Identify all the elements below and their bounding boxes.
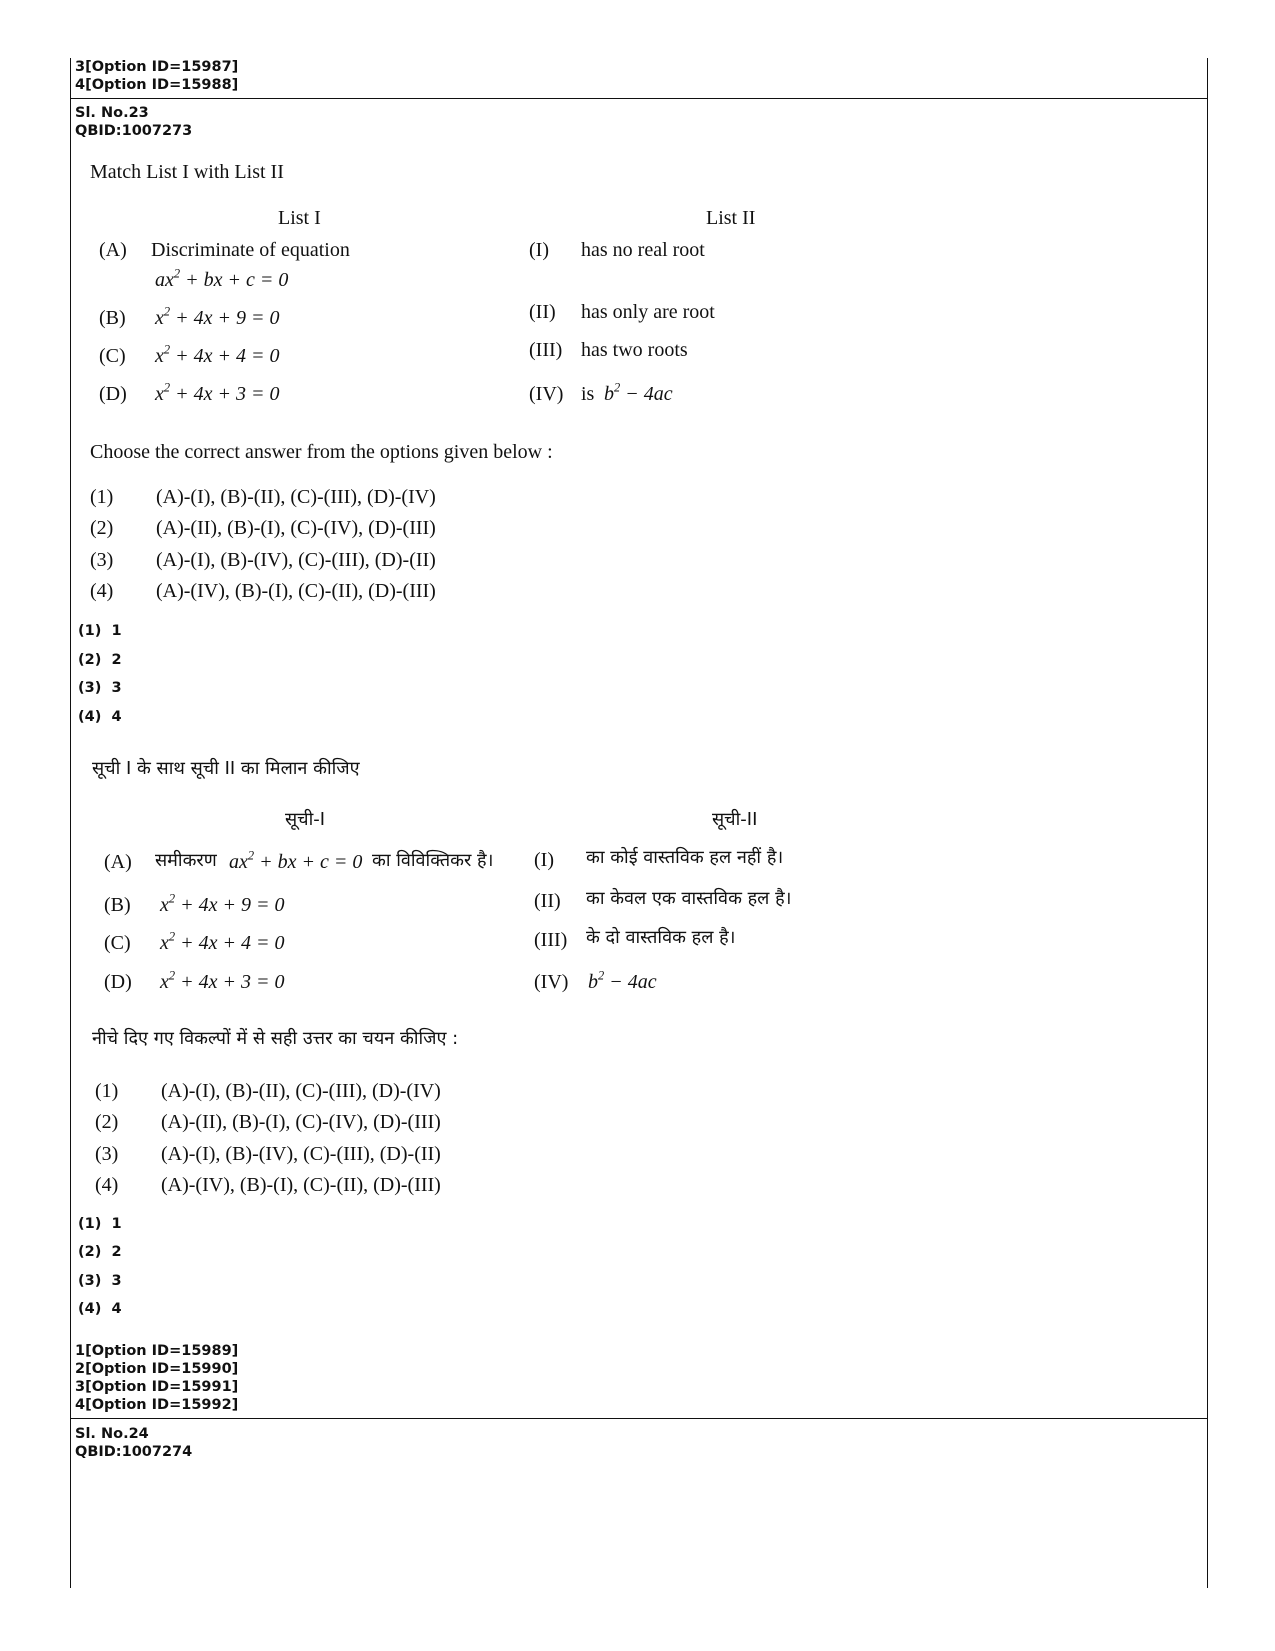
list1-label: (D) <box>104 971 132 993</box>
list2-text-hindi: का कोई वास्तविक हल नहीं है। <box>586 847 784 868</box>
list2-equation: $b^2 - 4ac$ <box>588 968 657 993</box>
option-text: (A)-(I), (B)-(IV), (C)-(III), (D)-(II) <box>156 549 436 571</box>
list2-label: (III) <box>534 929 568 951</box>
option-number: (4) <box>90 580 114 602</box>
list1-label: (C) <box>104 932 131 954</box>
list2-label: (I) <box>534 849 554 871</box>
list1-equation: $ax^2$ + bx + c = 0 <box>229 848 363 873</box>
option-text: (A)-(I), (B)-(II), (C)-(III), (D)-(IV) <box>156 486 436 508</box>
option-text: (A)-(I), (B)-(II), (C)-(III), (D)-(IV) <box>161 1080 441 1102</box>
list1-text-hindi: समीकरण <box>155 850 217 871</box>
list1-equation: $x^2 + 4x + 3 = 0$ <box>155 380 280 405</box>
option-text: (A)-(IV), (B)-(I), (C)-(II), (D)-(III) <box>161 1174 441 1196</box>
answer-choice[interactable]: (1) 1 <box>78 1216 122 1232</box>
list1-equation: $x^2 + 4x + 3 = 0$ <box>160 968 285 993</box>
option-id-line: 3[Option ID=15987] <box>75 59 239 75</box>
list1-equation: $x^2 + 4x + 9 = 0$ <box>160 891 285 916</box>
list1-label: (A) <box>104 851 132 873</box>
divider <box>70 1418 1207 1419</box>
option-id-line: 3[Option ID=15991] <box>75 1379 239 1395</box>
list1-label: (A) <box>99 239 127 261</box>
option-text: (A)-(I), (B)-(IV), (C)-(III), (D)-(II) <box>161 1143 441 1165</box>
question-bank-id: QBID:1007274 <box>75 1444 193 1460</box>
option-number: (3) <box>95 1143 119 1165</box>
list2-header: List II <box>706 207 756 229</box>
list1-header-hindi: सूची-I <box>285 809 326 830</box>
answer-choice[interactable]: (2) 2 <box>78 652 122 668</box>
list1-label: (C) <box>99 345 126 367</box>
option-id-line: 2[Option ID=15990] <box>75 1361 239 1377</box>
list2-text: has only are root <box>581 301 715 323</box>
answer-choice[interactable]: (4) 4 <box>78 709 122 725</box>
answer-choice[interactable]: (3) 3 <box>78 680 122 696</box>
list1-text-hindi: का विविक्तिकर है। <box>372 850 494 871</box>
list1-equation: $x^2 + 4x + 4 = 0$ <box>155 342 280 367</box>
list2-text: has no real root <box>581 239 705 261</box>
list2-label: (II) <box>529 301 556 323</box>
serial-number: Sl. No.23 <box>75 105 149 121</box>
answer-choice[interactable]: (3) 3 <box>78 1273 122 1289</box>
option-number: (2) <box>95 1111 119 1133</box>
option-id-line: 4[Option ID=15988] <box>75 77 239 93</box>
serial-number: Sl. No.24 <box>75 1426 149 1442</box>
option-number: (2) <box>90 517 114 539</box>
list2-equation: $b^2 - 4ac$ <box>604 380 673 405</box>
list1-equation: $x^2 + 4x + 4 = 0$ <box>160 929 285 954</box>
list2-label: (II) <box>534 890 561 912</box>
list2-label: (IV) <box>534 971 569 993</box>
option-id-line: 1[Option ID=15989] <box>75 1343 239 1359</box>
list1-label: (D) <box>99 383 127 405</box>
divider <box>70 98 1207 99</box>
choose-instruction-hindi: नीचे दिए गए विकल्पों में से सही उत्तर का चयन कीजिए : <box>92 1028 459 1049</box>
answer-choice[interactable]: (4) 4 <box>78 1301 122 1317</box>
option-number: (1) <box>95 1080 119 1102</box>
list1-header: List I <box>278 207 321 229</box>
list1-text: Discriminate of equation <box>151 239 350 261</box>
option-number: (4) <box>95 1174 119 1196</box>
option-text: (A)-(II), (B)-(I), (C)-(IV), (D)-(III) <box>161 1111 441 1133</box>
option-number: (1) <box>90 486 114 508</box>
list2-label: (IV) <box>529 383 564 405</box>
question-prompt: Match List I with List II <box>90 161 284 183</box>
list1-equation: $x^2 + 4x + 9 = 0$ <box>155 304 280 329</box>
answer-choice[interactable]: (2) 2 <box>78 1244 122 1260</box>
list1-label: (B) <box>104 894 131 916</box>
choose-instruction: Choose the correct answer from the options given below : <box>90 441 553 463</box>
option-text: (A)-(II), (B)-(I), (C)-(IV), (D)-(III) <box>156 517 436 539</box>
list2-header-hindi: सूची-II <box>712 809 758 830</box>
list1-equation: $ax^2$ + bx + c = 0 <box>155 266 289 291</box>
list2-text: has two roots <box>581 339 688 361</box>
list2-text: is <box>581 383 595 405</box>
list2-label: (I) <box>529 239 549 261</box>
option-id-line: 4[Option ID=15992] <box>75 1397 239 1413</box>
option-number: (3) <box>90 549 114 571</box>
list2-text-hindi: का केवल एक वास्तविक हल है। <box>586 888 792 909</box>
question-bank-id: QBID:1007273 <box>75 123 193 139</box>
list1-label: (B) <box>99 307 126 329</box>
list2-text-hindi: के दो वास्तविक हल है। <box>586 927 736 948</box>
list2-label: (III) <box>529 339 563 361</box>
option-text: (A)-(IV), (B)-(I), (C)-(II), (D)-(III) <box>156 580 436 602</box>
answer-choice[interactable]: (1) 1 <box>78 623 122 639</box>
question-prompt-hindi: सूची I के साथ सूची II का मिलान कीजिए <box>92 758 360 779</box>
